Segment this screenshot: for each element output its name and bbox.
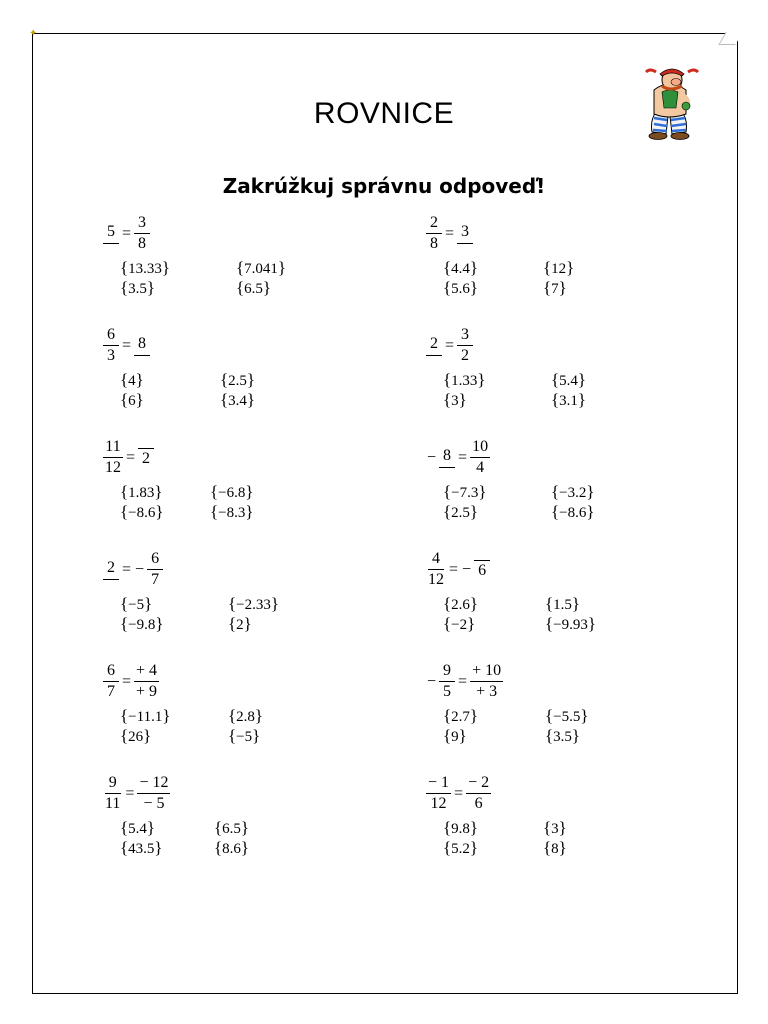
answer-value: 5.6 <box>451 281 470 297</box>
left-fraction <box>103 774 122 814</box>
answer-value: −5 <box>128 597 145 613</box>
equals-sign: = <box>449 560 459 578</box>
close-brace: } <box>143 726 152 745</box>
right-fraction <box>137 774 170 814</box>
answer-choice[interactable] <box>443 706 478 726</box>
close-brace: } <box>558 818 567 837</box>
answer-choice[interactable] <box>228 614 252 634</box>
equation-1 <box>102 214 151 254</box>
left-fraction <box>426 214 442 254</box>
left-denominator: 12 <box>430 795 447 813</box>
open-brace: { <box>551 370 560 389</box>
answer-value: 8.6 <box>222 841 241 857</box>
left-denominator: 7 <box>107 683 115 701</box>
close-brace: } <box>270 594 280 613</box>
equals-sign: = <box>454 784 464 802</box>
left-denominator: 11 <box>105 795 121 813</box>
open-brace: { <box>228 706 237 725</box>
left-denominator: 5 <box>443 683 452 701</box>
answer-value: −8.3 <box>218 505 246 521</box>
close-brace: } <box>571 726 581 745</box>
right-numerator: 3 <box>134 214 150 234</box>
open-brace: { <box>443 370 452 389</box>
pin-icon: ✦ <box>29 28 38 39</box>
answer-choice[interactable] <box>214 838 249 858</box>
open-brace: { <box>443 614 452 633</box>
equals-sign: = <box>125 784 135 802</box>
answer-choice[interactable] <box>120 370 144 390</box>
open-brace: { <box>120 502 129 521</box>
open-brace: { <box>228 726 237 745</box>
answer-choice[interactable] <box>545 614 596 634</box>
left-numerator: 8 <box>439 447 455 467</box>
close-brace: } <box>469 502 479 521</box>
right-denominator: 2 <box>142 450 151 468</box>
right-fraction <box>457 326 473 366</box>
left-denominator: 8 <box>430 235 438 253</box>
right-denominator: 2 <box>461 347 470 365</box>
close-brace: } <box>154 838 163 857</box>
close-brace: } <box>469 278 479 297</box>
open-brace: { <box>120 706 129 725</box>
answer-choice[interactable] <box>220 390 255 410</box>
answer-value: 1.5 <box>553 597 572 613</box>
answer-value: −5 <box>236 729 253 745</box>
open-brace: { <box>228 594 237 613</box>
answer-choice[interactable] <box>543 278 567 298</box>
open-brace: { <box>120 278 129 297</box>
answer-value: 9.8 <box>451 821 470 837</box>
right-denominator <box>457 244 473 245</box>
answer-value: −6.8 <box>218 485 246 501</box>
open-brace: { <box>543 818 552 837</box>
close-brace: } <box>558 278 567 297</box>
answer-value: 2.5 <box>451 505 470 521</box>
equation-11 <box>102 774 171 814</box>
right-fraction <box>147 550 163 590</box>
left-denominator: 12 <box>105 459 121 477</box>
close-brace: } <box>469 706 479 725</box>
answer-choice[interactable] <box>120 482 163 502</box>
close-brace: } <box>240 818 250 837</box>
left-fraction <box>103 326 119 366</box>
answer-value: 3.5 <box>128 281 147 297</box>
right-numerator: 10 <box>470 438 490 458</box>
close-brace: } <box>135 370 144 389</box>
left-numerator: 2 <box>103 559 119 579</box>
equation-6 <box>425 438 491 478</box>
close-brace: } <box>277 258 287 277</box>
close-brace: } <box>571 594 581 613</box>
answer-value: 5.4 <box>559 373 578 389</box>
close-brace: } <box>467 614 476 633</box>
answer-value: 3.5 <box>553 729 572 745</box>
open-brace: { <box>443 502 452 521</box>
answer-choice[interactable] <box>551 370 586 390</box>
close-brace: } <box>155 502 164 521</box>
left-fraction <box>103 438 123 478</box>
right-numerator: 6 <box>147 550 163 570</box>
open-brace: { <box>120 370 129 389</box>
equation-10 <box>425 662 504 702</box>
right-minus-sign: − <box>462 560 472 578</box>
equation-3 <box>102 326 151 366</box>
open-brace: { <box>551 390 560 409</box>
right-denominator: 8 <box>138 235 147 253</box>
right-denominator: + 3 <box>476 683 498 701</box>
open-brace: { <box>551 502 560 521</box>
left-numerator: 2 <box>426 214 442 234</box>
open-brace: { <box>120 594 129 613</box>
open-brace: { <box>443 706 452 725</box>
close-brace: } <box>245 482 254 501</box>
equals-sign: = <box>445 336 455 354</box>
answer-choice[interactable] <box>120 594 152 614</box>
left-fraction <box>439 447 455 468</box>
answer-choice[interactable] <box>443 482 487 502</box>
answer-choice[interactable] <box>443 278 478 298</box>
open-brace: { <box>120 838 129 857</box>
equation-9 <box>102 662 160 702</box>
close-brace: } <box>586 502 595 521</box>
open-brace: { <box>120 614 129 633</box>
answer-choice[interactable] <box>545 706 589 726</box>
close-brace: } <box>146 818 156 837</box>
answer-value: 6.5 <box>222 821 241 837</box>
answer-value: −8.6 <box>128 505 156 521</box>
left-denominator: 3 <box>107 347 115 365</box>
leading-minus-sign: − <box>427 672 437 690</box>
close-brace: } <box>458 390 467 409</box>
open-brace: { <box>210 502 219 521</box>
equation-12 <box>425 774 492 814</box>
close-brace: } <box>558 838 567 857</box>
answer-value: −2.33 <box>236 597 271 613</box>
close-brace: } <box>246 390 256 409</box>
answer-value: 13.33 <box>128 261 162 277</box>
answer-choice[interactable] <box>210 502 254 522</box>
answer-choice[interactable] <box>543 838 567 858</box>
right-minus-sign: − <box>135 560 145 578</box>
open-brace: { <box>551 482 560 501</box>
answer-value: 3 <box>451 393 459 409</box>
answer-choice[interactable] <box>120 390 144 410</box>
answer-value: 3.1 <box>559 393 578 409</box>
open-brace: { <box>543 278 552 297</box>
answer-choice[interactable] <box>120 726 151 746</box>
answer-value: 43.5 <box>128 841 155 857</box>
answer-choice[interactable] <box>543 818 567 838</box>
answer-value: −7.3 <box>451 485 479 501</box>
page-corner-fold <box>718 32 743 45</box>
close-brace: } <box>477 370 486 389</box>
answer-choice[interactable] <box>543 258 574 278</box>
close-brace: } <box>458 726 467 745</box>
close-brace: } <box>246 370 256 389</box>
left-fraction <box>103 223 119 244</box>
answer-value: −9.8 <box>128 617 156 633</box>
answer-value: 2.7 <box>451 709 470 725</box>
open-brace: { <box>545 614 554 633</box>
close-brace: } <box>262 278 272 297</box>
close-brace: } <box>469 258 479 277</box>
equals-sign: = <box>122 560 132 578</box>
close-brace: } <box>469 838 479 857</box>
answer-value: −5.5 <box>553 709 581 725</box>
left-numerator: 9 <box>105 774 121 794</box>
right-fraction <box>134 214 150 254</box>
right-denominator: + 9 <box>136 683 158 701</box>
equals-sign: = <box>122 672 132 690</box>
left-fraction <box>426 335 442 356</box>
open-brace: { <box>120 482 129 501</box>
page-title: ROVNICE <box>313 97 455 130</box>
answer-value: 6.5 <box>244 281 263 297</box>
equals-sign: = <box>122 336 132 354</box>
open-brace: { <box>443 726 452 745</box>
answer-value: 4 <box>128 373 136 389</box>
right-denominator: 6 <box>478 562 487 580</box>
answer-choice[interactable] <box>443 258 478 278</box>
answer-choice[interactable] <box>120 818 155 838</box>
open-brace: { <box>120 818 129 837</box>
answer-value: 3 <box>551 821 559 837</box>
answer-value: 2.5 <box>228 373 247 389</box>
right-numerator: 3 <box>457 223 473 243</box>
answer-choice[interactable] <box>120 502 164 522</box>
equals-sign: = <box>122 224 132 242</box>
close-brace: } <box>240 838 250 857</box>
equation-4 <box>425 326 474 366</box>
answer-value: 1.83 <box>128 485 155 501</box>
answer-value: 2 <box>236 617 244 633</box>
answer-value: 4.4 <box>451 261 470 277</box>
answer-value: −11.1 <box>128 709 163 725</box>
left-numerator: 9 <box>439 662 455 682</box>
open-brace: { <box>220 390 229 409</box>
left-numerator: 6 <box>103 662 119 682</box>
left-numerator: 2 <box>426 335 442 355</box>
answer-choice[interactable] <box>214 818 249 838</box>
right-denominator: 7 <box>151 571 160 589</box>
answer-value: 5.2 <box>451 841 470 857</box>
equation-8 <box>425 550 491 590</box>
right-denominator: 4 <box>476 459 485 477</box>
open-brace: { <box>214 838 223 857</box>
equation-2 <box>425 214 474 254</box>
close-brace: } <box>155 614 164 633</box>
open-brace: { <box>443 482 452 501</box>
close-brace: } <box>469 818 479 837</box>
answer-choice[interactable] <box>228 726 260 746</box>
close-brace: } <box>580 706 589 725</box>
answer-choice[interactable] <box>120 258 170 278</box>
right-fraction <box>138 447 154 468</box>
close-brace: } <box>146 278 156 297</box>
right-denominator: − 5 <box>143 795 165 813</box>
left-fraction <box>103 662 119 702</box>
close-brace: } <box>254 706 264 725</box>
right-numerator: + 4 <box>134 662 159 682</box>
open-brace: { <box>120 726 129 745</box>
instruction-text: Zakrúžkuj správnu odpoveď! <box>222 174 546 198</box>
close-brace: } <box>243 614 252 633</box>
answer-choice[interactable] <box>228 594 279 614</box>
answer-value: 9 <box>451 729 459 745</box>
close-brace: } <box>135 390 144 409</box>
answer-choice[interactable] <box>220 370 255 390</box>
right-fraction <box>470 662 503 702</box>
answer-value: 1.33 <box>451 373 478 389</box>
equation-5 <box>102 438 155 478</box>
answer-choice[interactable] <box>443 502 478 522</box>
equals-sign: = <box>445 224 455 242</box>
open-brace: { <box>214 818 223 837</box>
answer-choice[interactable] <box>120 278 155 298</box>
open-brace: { <box>120 258 129 277</box>
open-brace: { <box>545 706 554 725</box>
open-brace: { <box>545 726 554 745</box>
close-brace: } <box>586 482 595 501</box>
right-numerator: − 12 <box>137 774 170 794</box>
answer-choice[interactable] <box>120 706 171 726</box>
cartoon-mascot-illustration <box>636 60 702 140</box>
equals-sign: = <box>126 448 136 466</box>
right-numerator: − 2 <box>466 774 491 794</box>
close-brace: } <box>162 706 171 725</box>
answer-choice[interactable] <box>228 706 263 726</box>
open-brace: { <box>443 818 452 837</box>
answer-choice[interactable] <box>551 482 595 502</box>
close-brace: } <box>478 482 487 501</box>
answer-value: −9.93 <box>553 617 588 633</box>
left-numerator: − 1 <box>426 774 451 794</box>
open-brace: { <box>545 594 554 613</box>
close-brace: } <box>469 594 479 613</box>
open-brace: { <box>443 258 452 277</box>
answer-value: 7 <box>551 281 559 297</box>
answer-value: 2.8 <box>236 709 255 725</box>
open-brace: { <box>236 278 245 297</box>
left-denominator <box>426 356 442 357</box>
right-fraction <box>470 438 490 478</box>
equals-sign: = <box>458 448 468 466</box>
answer-choice[interactable] <box>443 818 478 838</box>
equation-7 <box>102 550 164 590</box>
close-brace: } <box>252 726 261 745</box>
answer-choice[interactable] <box>551 390 586 410</box>
right-numerator: + 10 <box>470 662 503 682</box>
answer-choice[interactable] <box>443 726 467 746</box>
leading-minus-sign: − <box>427 448 437 466</box>
open-brace: { <box>443 838 452 857</box>
right-fraction <box>134 335 150 356</box>
open-brace: { <box>543 838 552 857</box>
answer-value: −8.6 <box>559 505 587 521</box>
open-brace: { <box>443 278 452 297</box>
answer-value: 7.041 <box>244 261 278 277</box>
left-numerator: 4 <box>428 550 444 570</box>
answer-choice[interactable] <box>443 370 486 390</box>
answer-choice[interactable] <box>443 614 475 634</box>
left-denominator <box>103 580 119 581</box>
left-fraction <box>103 559 119 580</box>
close-brace: } <box>566 258 575 277</box>
close-brace: } <box>245 502 254 521</box>
answer-choice[interactable] <box>120 614 164 634</box>
answer-choice[interactable] <box>210 482 254 502</box>
close-brace: } <box>587 614 597 633</box>
close-brace: } <box>161 258 171 277</box>
answer-choice[interactable] <box>236 258 286 278</box>
left-denominator <box>103 244 119 245</box>
left-denominator <box>439 468 455 469</box>
answer-value: 12 <box>551 261 567 277</box>
answer-choice[interactable] <box>443 838 478 858</box>
answer-value: −3.2 <box>559 485 587 501</box>
answer-choice[interactable] <box>545 594 580 614</box>
right-denominator <box>134 356 150 357</box>
open-brace: { <box>220 370 229 389</box>
left-numerator: 11 <box>103 438 122 458</box>
left-numerator: 6 <box>103 326 119 346</box>
left-fraction <box>426 550 446 590</box>
left-denominator: 12 <box>428 571 444 589</box>
answer-choice[interactable] <box>443 594 478 614</box>
right-fraction <box>466 774 491 814</box>
answer-value: −2 <box>451 617 468 633</box>
open-brace: { <box>543 258 552 277</box>
right-denominator: 6 <box>474 795 483 813</box>
open-brace: { <box>236 258 245 277</box>
right-fraction <box>474 559 490 580</box>
right-numerator: 3 <box>457 326 473 346</box>
left-fraction <box>426 774 451 814</box>
answer-choice[interactable] <box>551 502 595 522</box>
close-brace: } <box>577 390 587 409</box>
open-brace: { <box>443 390 452 409</box>
answer-choice[interactable] <box>545 726 580 746</box>
close-brace: } <box>577 370 587 389</box>
answer-value: 8 <box>551 841 559 857</box>
right-fraction <box>457 223 473 244</box>
left-fraction <box>439 662 455 702</box>
answer-choice[interactable] <box>443 390 467 410</box>
open-brace: { <box>210 482 219 501</box>
right-numerator: 8 <box>134 335 150 355</box>
close-brace: } <box>154 482 163 501</box>
close-brace: } <box>144 594 153 613</box>
answer-value: 2.6 <box>451 597 470 613</box>
left-numerator: 5 <box>103 223 119 243</box>
answer-value: 6 <box>128 393 136 409</box>
answer-choice[interactable] <box>236 278 271 298</box>
right-fraction <box>134 662 159 702</box>
answer-value: 26 <box>128 729 144 745</box>
open-brace: { <box>228 614 237 633</box>
equals-sign: = <box>458 672 468 690</box>
answer-value: 5.4 <box>128 821 147 837</box>
open-brace: { <box>120 390 129 409</box>
open-brace: { <box>443 594 452 613</box>
answer-choice[interactable] <box>120 838 163 858</box>
answer-value: 3.4 <box>228 393 247 409</box>
